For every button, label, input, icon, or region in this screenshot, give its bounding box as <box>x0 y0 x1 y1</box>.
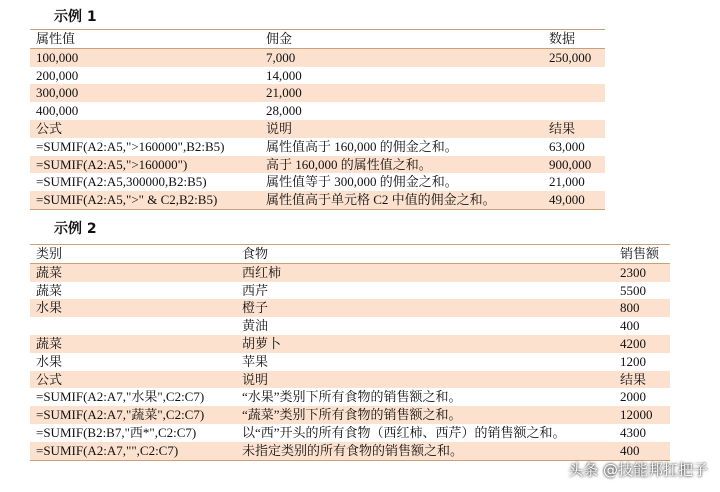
formula-row <box>30 138 605 156</box>
table-cell: 100,000 <box>30 48 260 66</box>
description-cell: “蔬菜”类别下所有食物的销售额之和。 <box>236 406 614 424</box>
header-cell: 说明 <box>236 371 614 389</box>
header-cell: 类别 <box>30 245 236 264</box>
table-cell: 西芹 <box>242 282 269 298</box>
formula-cell: =SUMIF(B2:B7,"西*",C2:C7) <box>36 424 197 440</box>
table-cell: 黄油 <box>242 318 269 334</box>
table-cell: 200,000 <box>36 67 79 83</box>
table-cell: 2300 <box>614 263 670 281</box>
header-cell: 属性值 <box>30 30 260 49</box>
table-cell: 5500 <box>620 282 646 298</box>
result-cell: 2000 <box>620 389 646 405</box>
table-cell: 橙子 <box>236 299 614 317</box>
table-cell: 水果 <box>36 353 63 369</box>
table-cell <box>543 102 605 120</box>
description-cell: 以“西”开头的所有食物（西红柿、西芹）的销售额之和。 <box>242 424 566 440</box>
table-cell: 28,000 <box>266 103 302 119</box>
header-cell: 数据 <box>543 30 605 49</box>
table-cell: 800 <box>614 299 670 317</box>
table-cell: 1200 <box>620 353 646 369</box>
table-cell: 400 <box>620 318 640 334</box>
formula-cell: =SUMIF(A2:A7,"",C2:C7) <box>30 442 236 460</box>
table-cell: 蔬菜 <box>30 263 236 281</box>
formula-row <box>30 173 605 191</box>
table-cell <box>543 67 605 85</box>
result-cell: 12000 <box>614 406 670 424</box>
formula-header-row <box>30 371 670 389</box>
formula-cell: =SUMIF(A2:A7,"水果",C2:C7) <box>36 389 205 405</box>
result-cell: 63,000 <box>549 138 585 154</box>
formula-row <box>30 388 670 406</box>
header-cell: 销售额 <box>614 245 670 264</box>
description-cell: 高于 160,000 的属性值之和。 <box>260 156 543 174</box>
formula-cell: =SUMIF(A2:A5,">160000") <box>30 156 260 174</box>
description-cell: 属性值高于单元格 C2 中值的佣金之和。 <box>260 191 543 209</box>
header-cell: 说明 <box>260 120 543 138</box>
formula-cell: =SUMIF(A2:A5,300000,B2:B5) <box>36 174 207 190</box>
table-cell: 250,000 <box>543 48 605 66</box>
table-row <box>30 48 605 66</box>
table-row <box>30 263 670 281</box>
result-cell: 21,000 <box>549 174 585 190</box>
result-cell: 400 <box>614 442 670 460</box>
table-row <box>30 84 605 102</box>
header-cell: 食物 <box>236 245 614 264</box>
table-cell: 400,000 <box>36 103 79 119</box>
table-row <box>30 299 670 317</box>
formula-cell: =SUMIF(A2:A5,">160000",B2:B5) <box>36 138 225 154</box>
watermark: 头条 @技能邦扛把子 <box>568 461 708 479</box>
formula-cell: =SUMIF(A2:A5,">" & C2,B2:B5) <box>30 191 260 209</box>
header-cell: 公式 <box>30 371 236 389</box>
table-row <box>30 353 670 371</box>
description-cell: 未指定类别的所有食物的销售额之和。 <box>236 442 614 460</box>
description-cell: “水果”类别下所有食物的销售额之和。 <box>242 389 462 405</box>
formula-row <box>30 191 605 209</box>
result-cell: 49,000 <box>543 191 605 209</box>
table-header-row <box>30 245 670 264</box>
table-row <box>30 335 670 353</box>
table-cell: 4200 <box>614 335 670 353</box>
formula-cell: =SUMIF(A2:A7,"蔬菜",C2:C7) <box>30 406 236 424</box>
table-row <box>30 67 605 85</box>
table-cell: 胡萝卜 <box>236 335 614 353</box>
table-cell: 14,000 <box>266 67 302 83</box>
table-cell: 西红柿 <box>236 263 614 281</box>
table-row <box>30 102 605 120</box>
formula-row <box>30 406 670 424</box>
formula-row <box>30 442 670 460</box>
example-1-table <box>30 29 605 210</box>
table-cell: 水果 <box>30 299 236 317</box>
header-cell: 结果 <box>543 120 605 138</box>
formula-row <box>30 156 605 174</box>
table-cell: 蔬菜 <box>30 335 236 353</box>
table-cell: 苹果 <box>242 353 269 369</box>
table-cell: 蔬菜 <box>36 282 63 298</box>
header-cell: 结果 <box>614 371 670 389</box>
formula-header-row <box>30 120 605 138</box>
example-1-heading: 示例 1 <box>54 9 97 25</box>
table-cell: 21,000 <box>260 84 543 102</box>
formula-row <box>30 424 670 442</box>
table-header-row <box>30 30 605 49</box>
result-cell: 900,000 <box>543 156 605 174</box>
example-2-table <box>30 244 670 461</box>
table-cell: 7,000 <box>260 48 543 66</box>
description-cell: 属性值高于 160,000 的佣金之和。 <box>266 138 458 154</box>
table-row <box>30 282 670 300</box>
description-cell: 属性值等于 300,000 的佣金之和。 <box>266 174 458 190</box>
table-cell: 300,000 <box>30 84 260 102</box>
table-row <box>30 317 670 335</box>
example-2-heading: 示例 2 <box>54 221 97 237</box>
header-cell: 公式 <box>30 120 260 138</box>
table-cell <box>30 317 236 335</box>
header-cell: 佣金 <box>260 30 543 49</box>
result-cell: 4300 <box>620 424 646 440</box>
table-cell <box>543 84 605 102</box>
